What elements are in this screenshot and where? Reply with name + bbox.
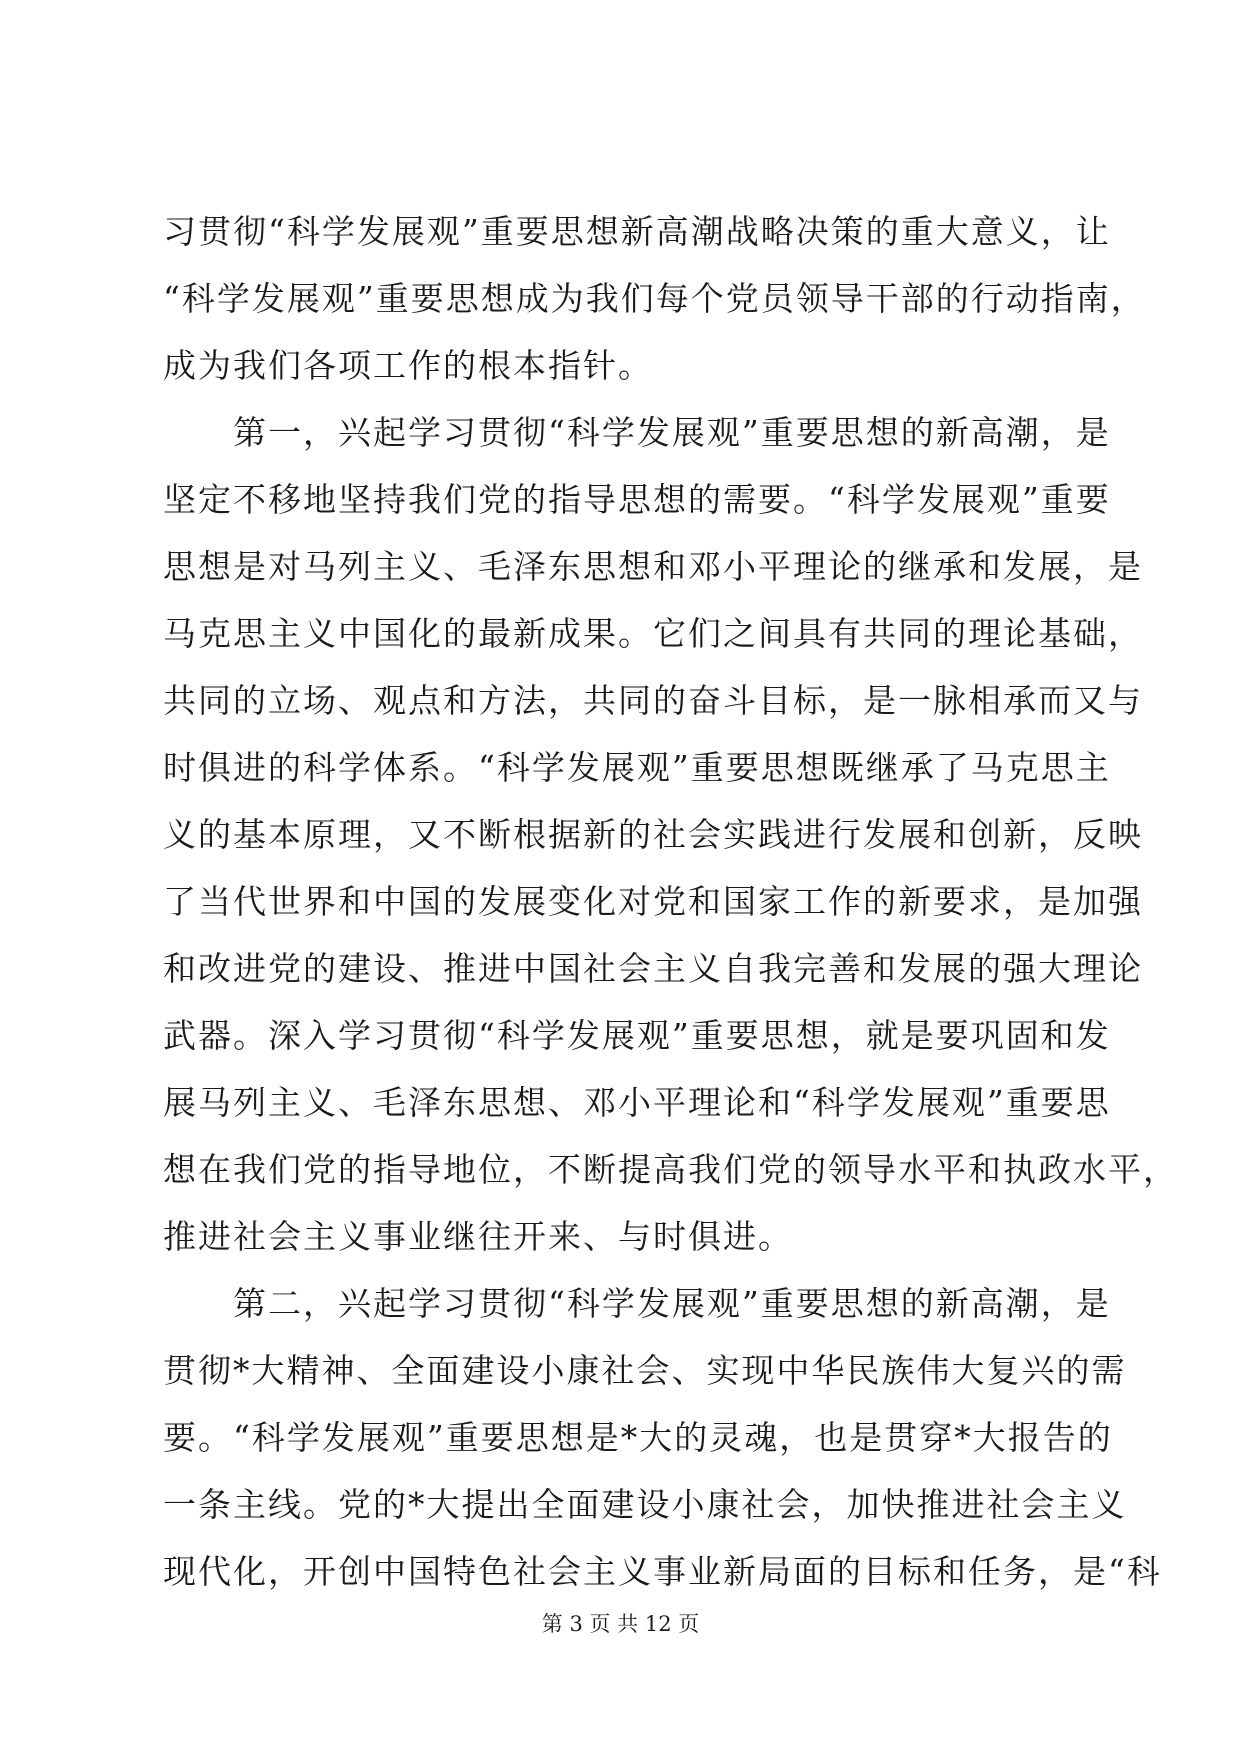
text-line: 武器。深入学习贯彻“科学发展观”重要思想，就是要巩固和发 [163,1016,1111,1055]
text-line: 现代化，开创中国特色社会主义事业新局面的目标和任务，是“科 [163,1552,1162,1591]
text-line: 坚定不移地坚持我们党的指导思想的需要。“科学发展观”重要 [163,480,1111,519]
text-line: 展马列主义、毛泽东思想、邓小平理论和“科学发展观”重要思 [163,1083,1111,1122]
text-line: 想在我们党的指导地位，不断提高我们党的领导水平和执政水平， [163,1150,1178,1189]
text-line: 推进社会主义事业继往开来、与时俱进。 [163,1217,793,1256]
text-line: 义的基本原理，又不断根据新的社会实践进行发展和创新，反映 [163,815,1143,854]
text-line: 第二，兴起学习贯彻“科学发展观”重要思想的新高潮，是 [163,1284,1111,1323]
text-line: 共同的立场、观点和方法，共同的奋斗目标，是一脉相承而又与 [163,681,1143,720]
text-line: 第一，兴起学习贯彻“科学发展观”重要思想的新高潮，是 [163,413,1111,452]
page-number-footer: 第 3 页 共 12 页 [541,1612,700,1636]
text-line: “科学发展观”重要思想成为我们每个党员领导干部的行动指南， [163,279,1146,318]
text-line: 马克思主义中国化的最新成果。它们之间具有共同的理论基础， [163,614,1143,653]
text-line: 了当代世界和中国的发展变化对党和国家工作的新要求，是加强 [163,882,1143,921]
text-line: 贯彻*大精神、全面建设小康社会、实现中华民族伟大复兴的需 [163,1351,1127,1390]
text-line: 和改进党的建设、推进中国社会主义自我完善和发展的强大理论 [163,949,1143,988]
text-line: 成为我们各项工作的根本指针。 [163,346,653,385]
text-line: 要。“科学发展观”重要思想是*大的灵魂，也是贯穿*大报告的 [163,1418,1113,1457]
text-line: 时俱进的科学体系。“科学发展观”重要思想既继承了马克思主 [163,748,1111,787]
text-line: 一条主线。党的*大提出全面建设小康社会，加快推进社会主义 [163,1485,1127,1524]
text-line: 习贯彻“科学发展观”重要思想新高潮战略决策的重大意义，让 [163,212,1111,251]
text-line: 思想是对马列主义、毛泽东思想和邓小平理论的继承和发展，是 [163,547,1143,586]
